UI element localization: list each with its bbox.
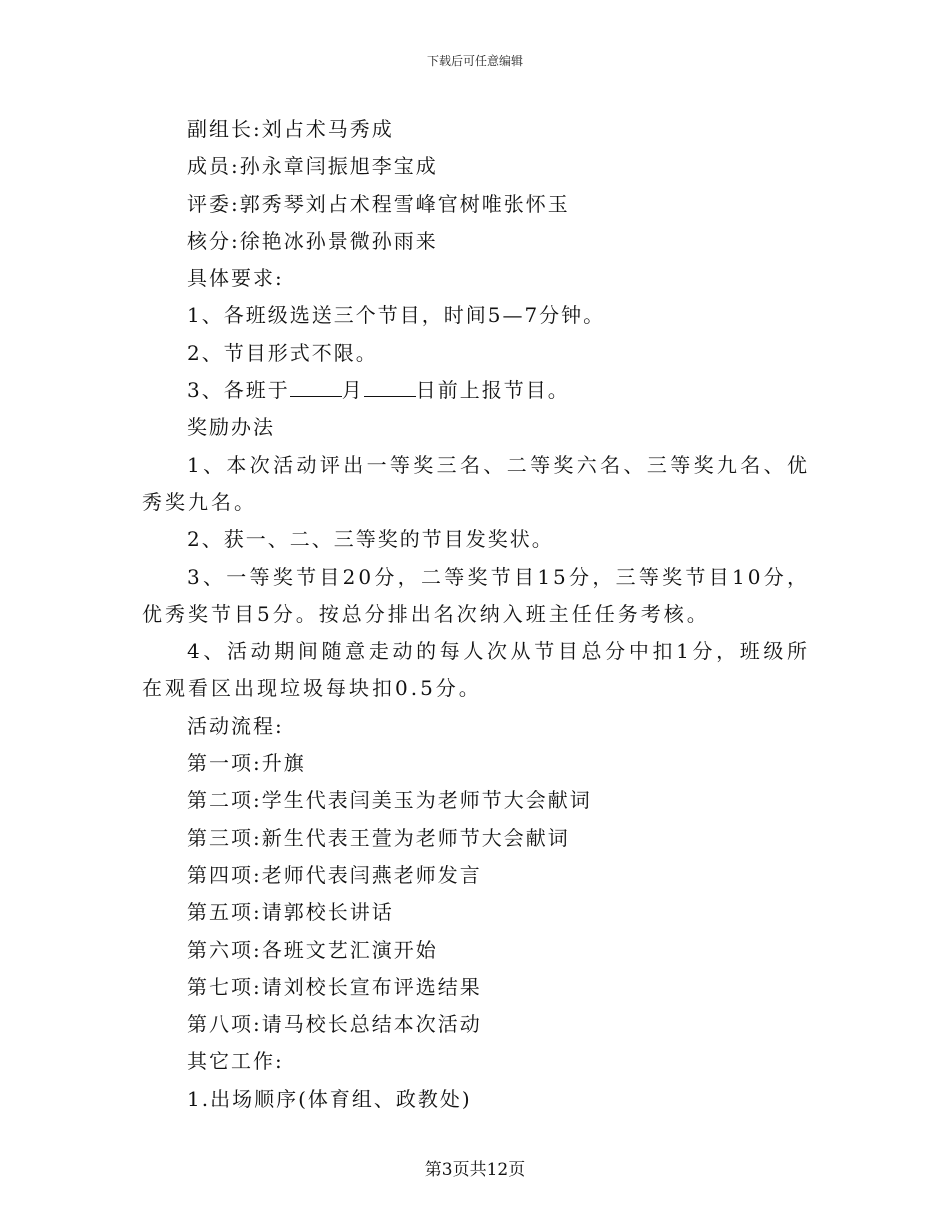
requirement-1: 1、各班级选送三个节目，时间5—7分钟。 xyxy=(187,303,606,328)
requirement-3-part-b: 月 xyxy=(341,378,364,403)
process-step-2: 第二项:学生代表闫美玉为老师节大会献词 xyxy=(187,788,592,813)
reward-4: 4、活动期间随意走动的每人次从节目总分中扣1分，班级所在观看区出现垃圾每块扣0.5分。 xyxy=(142,639,810,701)
page-footer: 第3页共12页 xyxy=(424,1160,526,1180)
other-work-1: 1.出场顺序(体育组、政教处) xyxy=(187,1086,472,1111)
requirements-title: 具体要求: xyxy=(187,266,284,291)
process-step-8: 第八项:请马校长总结本次活动 xyxy=(187,1012,482,1037)
judges-line: 评委:郭秀琴刘占术程雪峰官树唯张怀玉 xyxy=(187,191,570,216)
process-step-7: 第七项:请刘校长宣布评选结果 xyxy=(187,974,482,999)
reward-1: 1、本次活动评出一等奖三名、二等奖六名、三等奖九名、优秀奖九名。 xyxy=(142,452,810,514)
requirement-3-part-c: 日前上报节目。 xyxy=(415,378,570,403)
process-step-1: 第一项:升旗 xyxy=(187,751,306,776)
requirement-3-part-a: 3、各班于 xyxy=(187,378,290,403)
page-header: 下载后可任意编辑 xyxy=(426,54,523,68)
requirement-3 xyxy=(142,372,810,409)
process-step-5: 第五项:请郭校长讲话 xyxy=(187,900,394,925)
process-step-4: 第四项:老师代表闫燕老师发言 xyxy=(187,862,482,887)
reward-2: 2、获一、二、三等奖的节目发奖状。 xyxy=(187,527,554,552)
process-title: 活动流程: xyxy=(187,713,284,738)
requirement-2: 2、节目形式不限。 xyxy=(187,340,378,365)
scoring-line: 核分:徐艳冰孙景微孙雨来 xyxy=(187,228,438,253)
vice-leader-line: 副组长:刘占术马秀成 xyxy=(187,117,394,141)
other-work-title: 其它工作: xyxy=(187,1049,284,1074)
process-step-3: 第三项:新生代表王萱为老师节大会献词 xyxy=(187,825,570,850)
reward-3: 3、一等奖节目20分，二等奖节目15分，三等奖节目10分，优秀奖节目5分。按总分排出名次纳入班主任任务考核。 xyxy=(142,564,810,626)
members-line: 成员:孙永章闫振旭李宝成 xyxy=(187,154,438,179)
reward-title: 奖励办法 xyxy=(187,415,275,440)
day-blank xyxy=(364,378,416,397)
month-blank xyxy=(290,378,342,397)
document-body xyxy=(142,111,810,1118)
process-step-6: 第六项:各班文艺汇演开始 xyxy=(187,937,438,962)
